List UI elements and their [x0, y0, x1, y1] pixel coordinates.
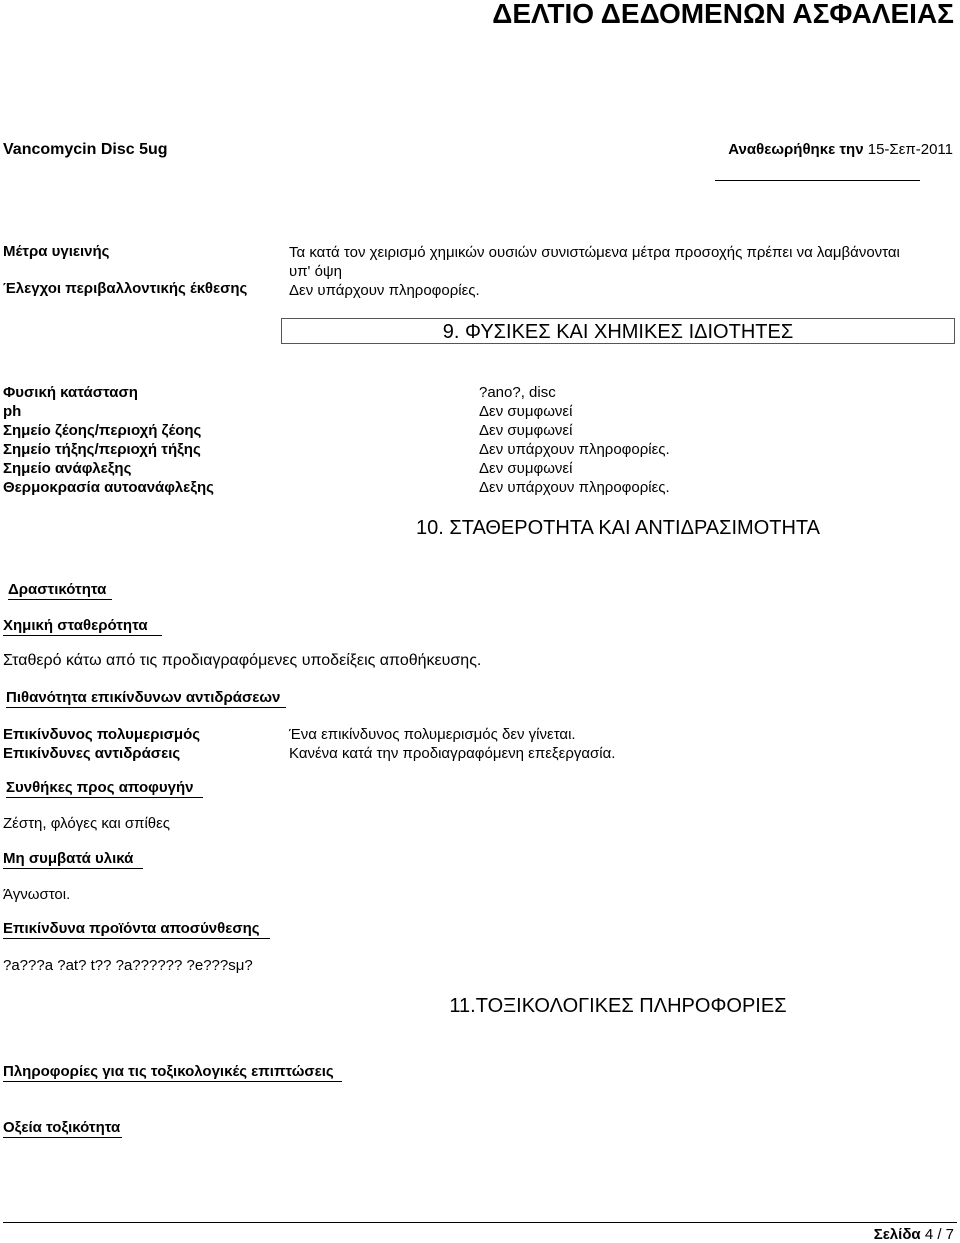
- polymerization-value: Ένα επικίνδυνος πολυμερισμός δεν γίνεται.: [289, 726, 576, 743]
- revision-label: Αναθεωρήθηκε την: [728, 141, 864, 158]
- properties-values: [479, 383, 670, 497]
- property-label: Θερμοκρασία αυτοανάφλεξης: [3, 479, 214, 496]
- exposure-controls-label: Έλεγχοι περιβαλλοντικής έκθεσης: [3, 280, 248, 297]
- property-label: Φυσική κατάσταση: [3, 384, 138, 401]
- reaction-values: [289, 725, 615, 763]
- revision-date-value: 15-Σεπ-2011: [867, 141, 953, 158]
- section-11-title: 11.ΤΟΞΙΚΟΛΟΓΙΚΕΣ ΠΛΗΡΟΦΟΡΙΕΣ: [449, 995, 787, 1017]
- polymerization-label: Επικίνδυνος πολυμερισμός: [3, 726, 201, 743]
- property-label: ph: [3, 403, 22, 420]
- section-10-title: 10. ΣΤΑΘΕΡΟΤΗΤΑ ΚΑΙ ΑΝΤΙΔΡΑΣΙΜΟΤΗΤΑ: [415, 517, 821, 539]
- page-label: Σελίδα: [873, 1226, 921, 1243]
- property-value: Δεν συμφωνεί: [479, 422, 573, 439]
- property-value: Δεν συμφωνεί: [479, 460, 573, 477]
- conditions-to-avoid-heading: Συνθήκες προς αποφυγήν: [6, 779, 203, 798]
- property-value: ?ano?, disc: [479, 384, 556, 401]
- property-label: Σημείο τήξης/περιοχή τήξης: [3, 441, 201, 458]
- decomposition-products-heading: Επικίνδυνα προϊόντα αποσύνθεσης: [3, 920, 270, 939]
- reactions-label: Επικίνδυνες αντιδράσεις: [3, 745, 181, 762]
- section-9-title: 9. ΦΥΣΙΚΕΣ ΚΑΙ ΧΗΜΙΚΕΣ ΙΔΙΟΤΗΤΕΣ: [281, 318, 955, 344]
- hazardous-reactions-heading: Πιθανότητα επικίνδυνων αντιδράσεων: [6, 689, 286, 708]
- acute-toxicity-heading: Οξεία τοξικότητα: [3, 1119, 121, 1136]
- properties-labels: [3, 383, 214, 497]
- page-number-value: 4 / 7: [924, 1226, 954, 1243]
- revision-date: [728, 141, 953, 158]
- incompatible-materials-heading: Μη συμβατά υλικά: [3, 850, 143, 869]
- decomposition-products-text: ?a???a ?at? t?? ?a?????? ?e???sμ?: [3, 957, 253, 974]
- reactivity-heading: Δραστικότητα: [8, 581, 112, 600]
- header-rule: [715, 180, 920, 181]
- document-title: ΔΕΛΤΙΟ ΔΕΔΟΜΕΝΩΝ ΑΣΦΑΛΕΙΑΣ: [492, 0, 954, 29]
- property-value: Δεν συμφωνεί: [479, 403, 573, 420]
- hygiene-value: [289, 243, 900, 300]
- property-label: Σημείο ανάφλεξης: [3, 460, 132, 477]
- hygiene-label: Μέτρα υγιεινής: [3, 243, 110, 260]
- incompatible-materials-text: Άγνωστοι.: [3, 886, 71, 903]
- hygiene-value-line-2: υπ' όψη: [289, 263, 342, 280]
- toxicological-info-heading: Πληροφορίες για τις τοξικολογικές επιπτώσεις: [3, 1063, 342, 1082]
- conditions-to-avoid-text: Ζέστη, φλόγες και σπίθες: [3, 815, 171, 832]
- chemical-stability-heading: Χημική σταθερότητα: [3, 617, 162, 636]
- reactions-value: Κανένα κατά την προδιαγραφόμενη επεξεργασία.: [289, 745, 616, 762]
- reaction-labels: [3, 725, 200, 763]
- product-name: Vancomycin Disc 5ug: [3, 141, 168, 158]
- footer-rule: [3, 1222, 957, 1223]
- page-number: [874, 1226, 954, 1243]
- property-label: Σημείο ζέοης/περιοχή ζέοης: [3, 422, 202, 439]
- stability-text: Σταθερό κάτω από τις προδιαγραφόμενες υποδείξεις αποθήκευσης.: [3, 652, 482, 669]
- property-value: Δεν υπάρχουν πληροφορίες.: [479, 479, 670, 496]
- hygiene-value-line-1: Τα κατά τον χειρισμό χημικών ουσιών συνιστώμενα μέτρα προσοχής πρέπει να λαμβάνονται: [289, 244, 900, 261]
- property-value: Δεν υπάρχουν πληροφορίες.: [479, 441, 670, 458]
- exposure-controls-value: Δεν υπάρχουν πληροφορίες.: [289, 282, 480, 299]
